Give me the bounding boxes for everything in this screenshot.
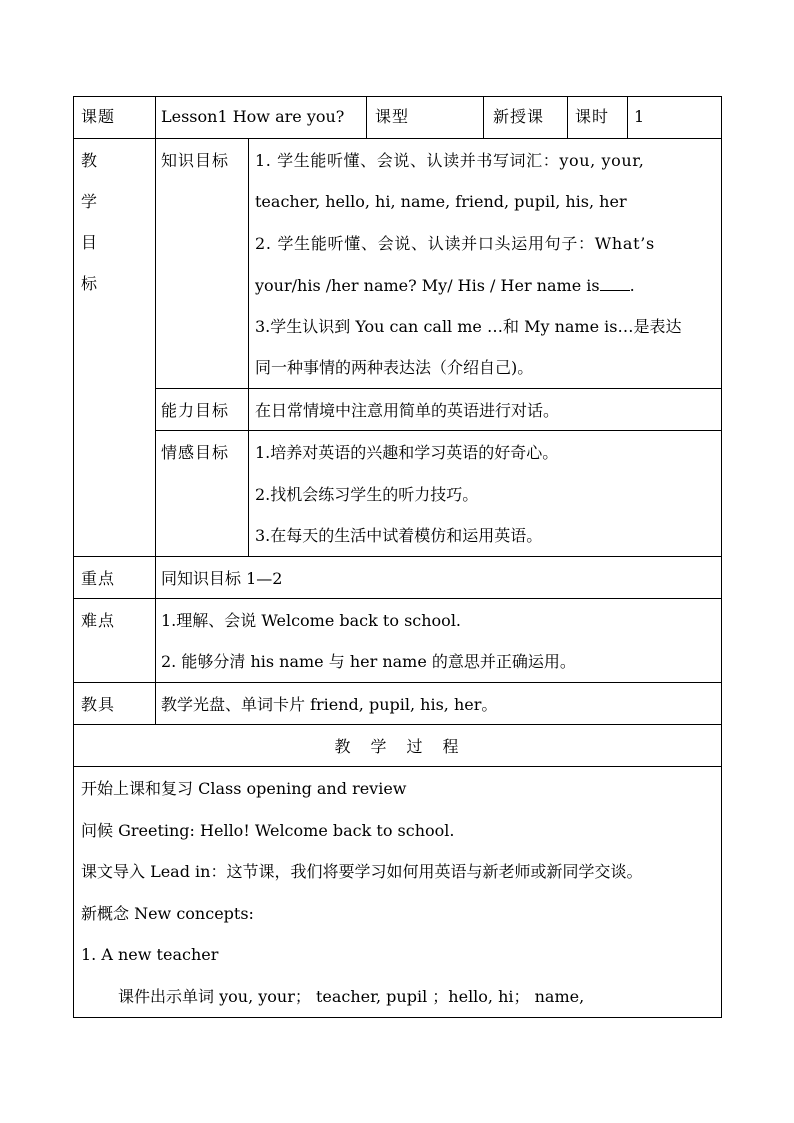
column-divider — [366, 96, 367, 138]
knowledge-line: 同一种事情的两种表达法（介绍自己)。 — [255, 358, 534, 377]
knowledge-line: 2. 学生能听懂、会说、认读并口头运用句子：What’s — [255, 234, 655, 253]
label-char: 学 — [81, 192, 98, 211]
key-points-label: 重点 — [81, 569, 116, 588]
process-line: 课件出示单词 you, your； teacher, pupil ；hello, hi； name, — [118, 987, 585, 1006]
class-hours-value: 1 — [634, 107, 645, 126]
emotion-objectives-label: 情感目标 — [161, 443, 230, 462]
key-points-text: 同知识目标 1—2 — [161, 569, 283, 588]
row-divider — [73, 138, 722, 139]
table-border-bottom — [73, 1017, 722, 1018]
lesson-type-label: 课型 — [375, 107, 410, 126]
column-divider — [155, 96, 156, 724]
row-divider — [73, 598, 722, 599]
difficulties-label: 难点 — [81, 611, 116, 630]
knowledge-line: 1. 学生能听懂、会说、认读并书写词汇：you, your, — [255, 151, 645, 170]
knowledge-line: teacher, hello, hi, name, friend, pupil, his, her — [255, 192, 627, 211]
process-line: 课文导入 Lead in：这节课，我们将要学习如何用英语与新老师或新同学交谈。 — [81, 862, 643, 881]
teaching-aids-label: 教具 — [81, 695, 116, 714]
table-border-left — [73, 96, 74, 1018]
topic-value: Lesson1 How are you? — [161, 107, 345, 126]
row-divider — [73, 556, 722, 557]
label-char: 教 — [81, 151, 98, 170]
knowledge-line: your/his /her name? My/ His / Her name is . — [255, 276, 635, 295]
row-divider — [155, 388, 722, 389]
teaching-process-title: 教 学 过 程 — [334, 737, 461, 756]
fill-in-blank — [600, 276, 630, 291]
knowledge-objectives-label: 知识目标 — [161, 151, 230, 170]
label-char: 标 — [81, 274, 98, 293]
class-hours-label: 课时 — [575, 107, 610, 126]
ability-objectives-text: 在日常情境中注意用简单的英语进行对话。 — [255, 401, 560, 420]
column-divider — [483, 96, 484, 138]
row-divider — [155, 430, 722, 431]
column-divider — [567, 96, 568, 138]
lesson-type-value: 新授课 — [493, 107, 545, 126]
lesson-plan-table — [73, 96, 722, 1018]
knowledge-line: 3.学生认识到 You can call me …和 My name is…是表达 — [255, 317, 682, 336]
emotion-line: 2.找机会练习学生的听力技巧。 — [255, 485, 479, 504]
process-line: 开始上课和复习 Class opening and review — [81, 779, 407, 798]
process-line: 1. A new teacher — [81, 945, 219, 964]
row-divider — [73, 724, 722, 725]
ability-objectives-label: 能力目标 — [161, 401, 230, 420]
row-divider — [73, 682, 722, 683]
topic-label: 课题 — [81, 107, 116, 126]
table-border-right — [721, 96, 722, 1018]
emotion-line: 3.在每天的生活中试着模仿和运用英语。 — [255, 526, 543, 545]
difficulty-line: 2. 能够分清 his name 与 her name 的意思并正确运用。 — [161, 652, 576, 671]
column-divider — [248, 138, 249, 556]
process-line: 问候 Greeting: Hello! Welcome back to school. — [81, 821, 455, 840]
teaching-aids-text: 教学光盘、单词卡片 friend, pupil, his, her。 — [161, 695, 498, 714]
table-border-top — [73, 96, 722, 97]
emotion-line: 1.培养对英语的兴趣和学习英语的好奇心。 — [255, 443, 559, 462]
process-line: 新概念 New concepts: — [81, 904, 254, 923]
label-char: 目 — [81, 233, 98, 252]
column-divider — [627, 96, 628, 138]
teaching-objectives-label — [81, 151, 97, 315]
difficulty-line: 1.理解、会说 Welcome back to school. — [161, 611, 462, 630]
row-divider — [73, 766, 722, 767]
